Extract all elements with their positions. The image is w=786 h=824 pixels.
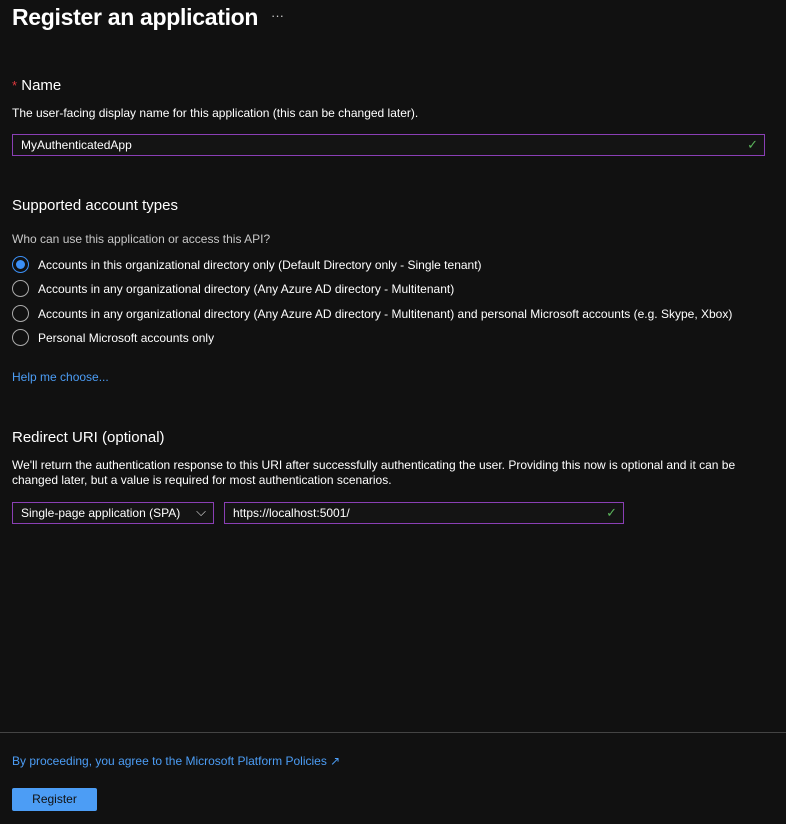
redirect-uri-input[interactable]	[224, 502, 624, 524]
valid-check-icon: ✓	[606, 505, 617, 520]
more-options-button[interactable]: ···	[271, 8, 284, 23]
radio-label: Accounts in any organizational directory (Any Azure AD directory - Multitenant) and personal Microsoft accounts (e.g. Skype, Xbox)	[38, 306, 733, 321]
account-types-heading: Supported account types	[12, 197, 178, 214]
radio-single-tenant[interactable]	[12, 256, 482, 273]
external-link-icon: ↗	[330, 754, 341, 768]
platform-select-value: Single-page application (SPA)	[21, 506, 181, 520]
redirect-description: We'll return the authentication response to this URI after successfully authenticating the user. Providing this now is optional and it can be changed later, but a value is required for most authentication scenarios.	[12, 458, 736, 487]
name-label: Name	[21, 77, 62, 94]
name-input-value: MyAuthenticatedApp	[21, 138, 132, 152]
redirect-uri-value: https://localhost:5001/	[233, 506, 350, 520]
footer-divider	[0, 732, 786, 733]
platform-select[interactable]	[12, 502, 214, 524]
radio-icon	[12, 305, 29, 322]
required-mark: *	[12, 78, 18, 93]
radio-label: Accounts in this organizational directory only (Default Directory only - Single tenant)	[38, 257, 482, 272]
radio-label: Personal Microsoft accounts only	[38, 330, 215, 345]
help-me-choose-link[interactable]: Help me choose...	[12, 370, 109, 384]
valid-check-icon: ✓	[747, 137, 758, 152]
radio-label: Accounts in any organizational directory (Any Azure AD directory - Multitenant)	[38, 281, 455, 296]
name-description: The user-facing display name for this application (this can be changed later).	[12, 106, 419, 120]
radio-personal-only[interactable]	[12, 329, 214, 346]
page-title: Register an application	[12, 4, 259, 30]
radio-icon	[12, 329, 29, 346]
account-types-question: Who can use this application or access this API?	[12, 232, 271, 246]
platform-policies-link[interactable]	[12, 754, 340, 768]
name-heading	[12, 77, 61, 94]
register-button[interactable]: Register	[12, 788, 97, 811]
policy-link-text: By proceeding, you agree to the Microsoft Platform Policies	[12, 754, 327, 768]
radio-multitenant-personal[interactable]	[12, 305, 732, 322]
name-input[interactable]	[12, 134, 765, 156]
radio-multitenant[interactable]	[12, 280, 454, 297]
chevron-down-icon: ⌵	[196, 504, 206, 519]
radio-icon	[12, 280, 29, 297]
redirect-heading: Redirect URI (optional)	[12, 429, 165, 446]
radio-selected-icon	[12, 256, 29, 273]
